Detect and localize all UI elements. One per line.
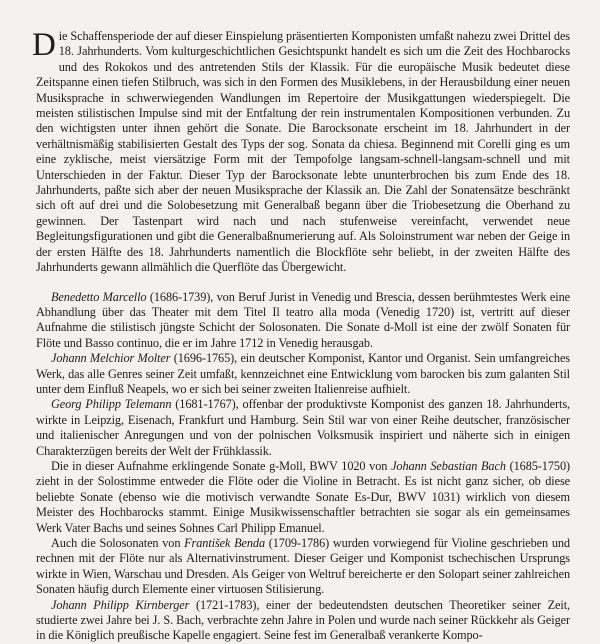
bach-text-before: Die in dieser Aufnahme erklingende Sonate g-Moll, BWV 1020 von [51,458,392,473]
marcello-paragraph [36,290,570,352]
kirnberger-paragraph [36,598,570,644]
telemann-paragraph [36,397,570,459]
composer-name-kirnberger: Johann Philipp Kirnberger [51,597,190,612]
telemann-text: (1681-1767), offenbar der produktivste Komponist des ganzen 18. Jahrhunderts, wirkte in Leipzig, Eisenach, Frankfurt und Hamburg. Sein Stil war von einer Reihe deutscher, französischer und italienischer Anregungen und von der polnischen Volksmusik inspiriert und näherte sich in einigen Charakterzügen bereits der Welt der Frühklassik. [36,397,570,458]
molter-text: (1696-1765), ein deutscher Komponist, Kantor und Organist. Sein umfangreiches Werk, das alle Genres seiner Zeit umfaßt, kennzeichnet eine Entwicklung vom barocken bis zum galanten Stil unter dem Einfluß Neapels, wo er sich bei seiner zweiten Italienreise aufhielt. [36,351,570,396]
composer-name-telemann: Georg Philipp Telemann [51,397,172,412]
bach-text-after: (1685-1750) zieht in der Solostimme entweder die Flöte oder die Violine in Betracht. Es ist nicht ganz sicher, ob diese beliebte Sonate (ebenso wie die motivisch verwandte Sonate Es-Dur, BWV 1031) wirklich von diesem Meister des Hochbarocks stammt. Einige Musikwissenschaftler betrachten sie sogar als ein gemeinsames Werk Vater Bachs und seines Sohnes Carl Philipp Emanuel. [36,458,570,535]
intro-text: ie Schaffensperiode der auf dieser Einspielung präsentierten Komponisten umfaßt nahezu zwei Drittel des 18. Jahrhunderts. Vom kulturgeschichtlichen Gesichtspunkt handelt es sich um die Zeit des Hochbarocks und des Rokokos und des antretenden Stils der Klassik. Für die europäische Musik bedeutet diese Zeitspanne einen tiefen Stilbruch, was sich in den Formen des Musiklebens, in der Herausbildung einer neuen Musiksprache in schwerwiegenden Wandlungen im Repertoire der Musikgattungen wiederspiegelt. Die meisten stilistischen Impulse sind mit der Entfaltung der rein instrumentalen Kompositionen verbunden. Zu den wichtigsten unter ihnen gehört die Sonate. Die Barocksonate erscheint im 18. Jahrhundert in der verhältnismäßig stabilisierten Gestalt des Typs der sog. Sonata da chiesa. Beginnend mit Corelli ging es um eine zyklische, meist viersätzige Form mit der Tempofolge langsam-schnell-langsam-schnell und mit Unterschieden in der Faktur. Dieser Typ der Barocksonate lebte ununterbrochen bis zum Ende des 18. Jahrhunderts, paßte sich aber der neuen Musiksprache der Klassik an. Die Zahl der Sonatensätze beschränkt sich oft auf drei und die Solobesetzung mit Generalbaß begann über die Triobesetzung die Oberhand zu gewinnen. Der Tastenpart wird nach und nach stufenweise vereinfacht, verwendet neue Begleitungsfigurationen und gibt die Generalbaßnumerierung auf. Als Soloinstrument war neben der Geige in der ersten Hälfte des 18. Jahrhunderts namentlich die Blockflöte sehr beliebt, in der zweiten Hälfte des Jahrhunderts gewann allmählich die Querflöte das Übergewicht. [36,29,570,275]
benda-text-before: Auch die Solosonaten von [51,536,185,550]
intro-paragraph [32,27,570,276]
composer-name-molter: Johann Melchior Molter [51,351,171,366]
benda-paragraph [36,536,570,598]
benda-text-after: (1709-1786) wurden vorwiegend für Violine geschrieben und rechnen mit der Flöte nur als Alternativinstrument. Dieser Geiger und Komponist tschechischen Ursprungs wirkte in Wien, Warschau und Dresden. Als Geiger von Weltruf bereicherte er den Solopart seiner zahlreichen Sonaten häufig durch Elemente einer virtuosen Stilisierung. [36,536,570,597]
composer-name-bach: Johann Sebastian Bach [391,458,506,473]
bach-paragraph [36,459,570,536]
composer-name-marcello: Benedetto Marcello [51,289,147,304]
marcello-text: (1686-1739), von Beruf Jurist in Venedig und Brescia, dessen berühmtestes Werk eine Abhandlung über das Theater mit dem Titel Il teatro alla moda (Venedig 1720) ist, vertritt auf dieser Aufnahme die stilistisch jüngste Schicht der Solosonaten. Die Sonate d-Moll ist eine der zwölf Sonaten für Flöte und Basso continuo, die er im Jahre 1712 in Venedig herausgab. [36,289,570,350]
drop-cap: D [32,27,56,63]
kirnberger-text: (1721-1783), einer der bedeutendsten deutschen Theoretiker seiner Zeit, studierte zwei Jahre bei J. S. Bach, verbrachte zehn Jahre in Polen und wurde nach seiner Rückkehr als Geiger in die Königlich preußische Kapelle engagiert. Seine fest im Generalbaß verankerte Kompo- [36,597,570,643]
composer-name-benda: František Benda [184,536,266,550]
molter-paragraph [36,351,570,397]
